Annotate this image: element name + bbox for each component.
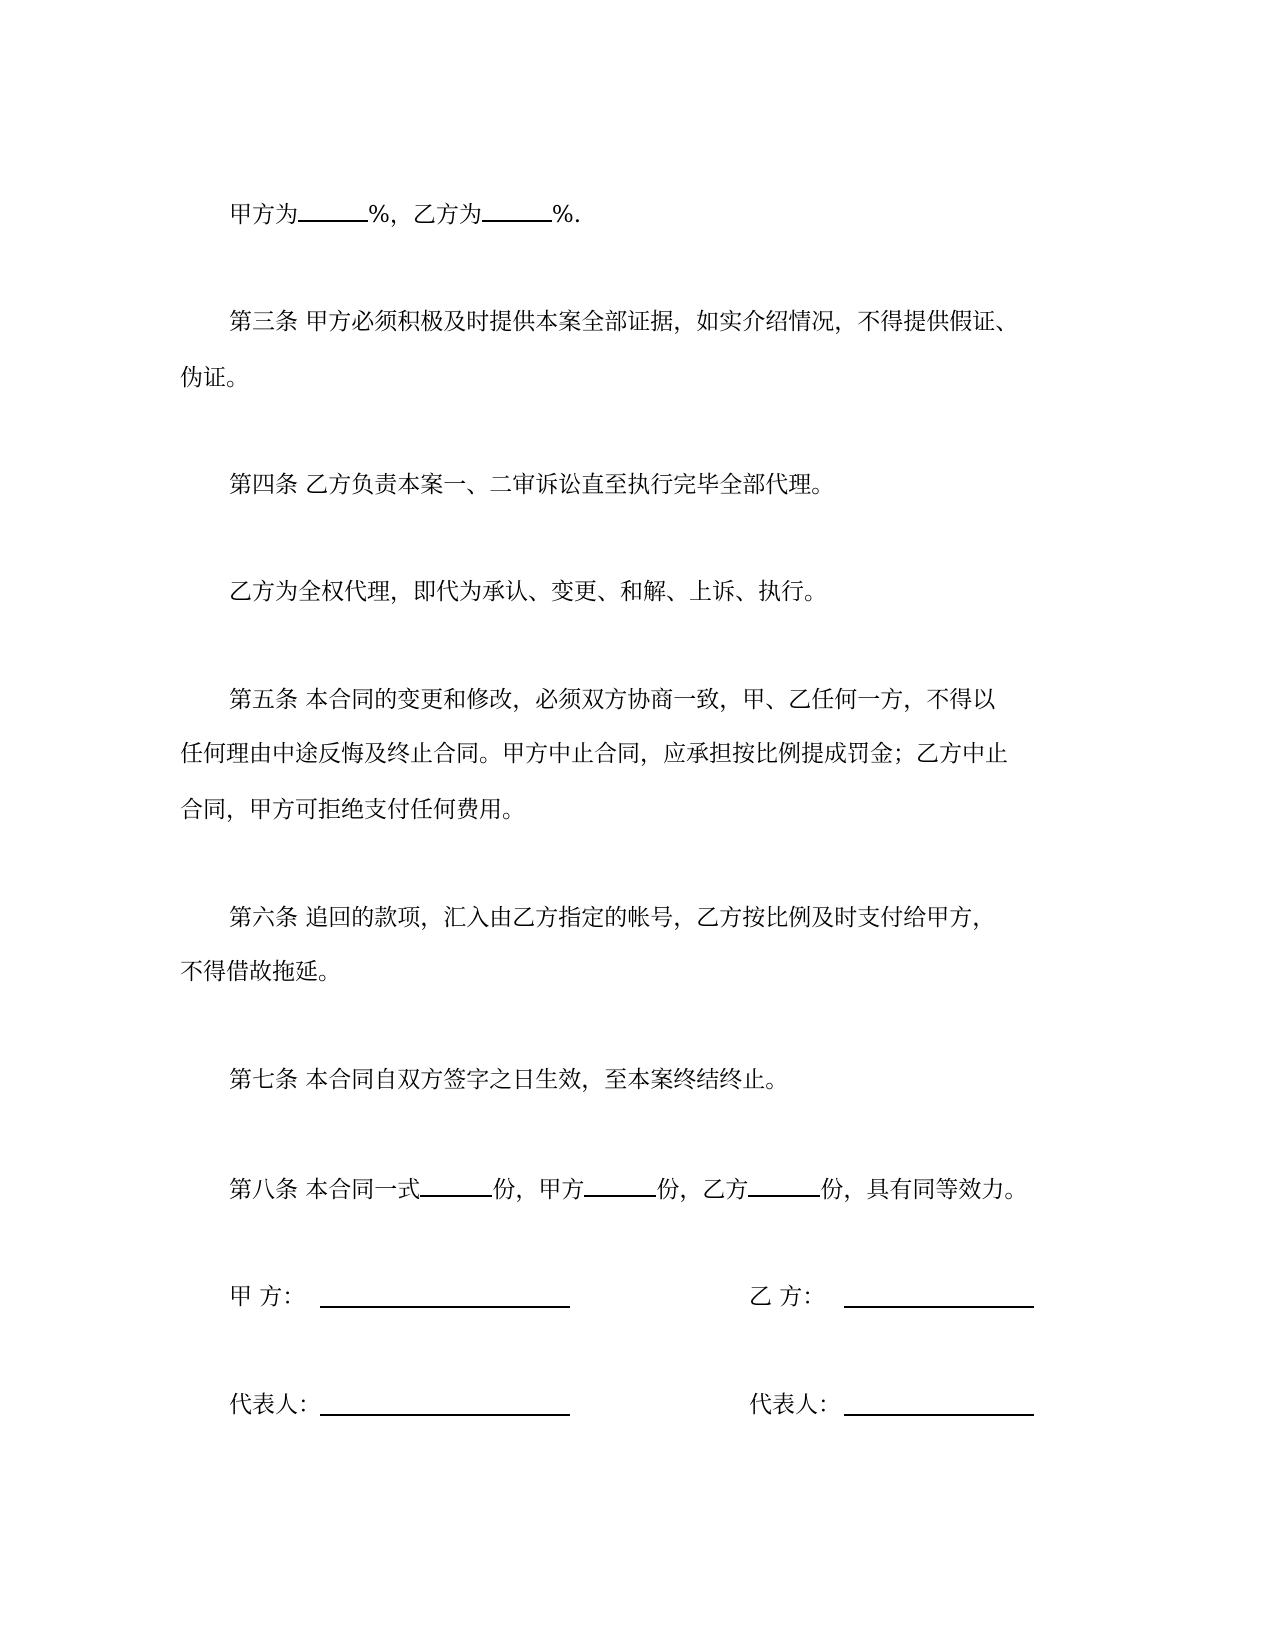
party-b-label: 乙 方： xyxy=(749,1284,826,1310)
party-a-label: 甲 方： xyxy=(229,1284,306,1310)
ratio-party-b-label: %，乙方为 xyxy=(368,202,482,228)
article-3-line-2: 伪证。 xyxy=(180,365,249,391)
party-a-signature-line xyxy=(320,1306,570,1308)
copies-party-a-blank xyxy=(584,1175,656,1197)
article-5-line-1: 第五条 本合同的变更和修改，必须双方协商一致，甲、乙任何一方，不得以 xyxy=(229,687,996,713)
article-8-part-3: 份，乙方 xyxy=(656,1177,749,1203)
article-4-line-1: 第四条 乙方负责本案一、二审诉讼直至执行完毕全部代理。 xyxy=(229,472,835,498)
rep-b-label: 代表人： xyxy=(749,1392,841,1418)
party-b-signature-line xyxy=(844,1306,1034,1308)
rep-a-label: 代表人： xyxy=(229,1392,321,1418)
article-6-line-1: 第六条 追回的款项，汇入由乙方指定的帐号，乙方按比例及时支付给甲方， xyxy=(229,905,996,931)
article-4-line-2: 乙方为全权代理，即代为承认、变更、和解、上诉、执行。 xyxy=(229,579,827,605)
article-3-line-1: 第三条 甲方必须积极及时提供本案全部证据，如实介绍情况，不得提供假证、 xyxy=(229,309,1019,335)
copies-party-b-blank xyxy=(748,1175,820,1197)
ratio-end: %. xyxy=(551,202,582,228)
article-8-part-4: 份，具有同等效力。 xyxy=(820,1177,1028,1203)
article-6-line-2: 不得借故拖延。 xyxy=(180,959,341,985)
rep-a-signature-line xyxy=(320,1414,570,1416)
rep-b-signature-line xyxy=(844,1414,1034,1416)
ratio-party-b-blank xyxy=(482,200,552,222)
article-5-line-2: 任何理由中途反悔及终止合同。甲方中止合同，应承担按比例提成罚金；乙方中止 xyxy=(180,741,1008,767)
copies-total-blank xyxy=(420,1175,492,1197)
article-8-part-1: 第八条 本合同一式 xyxy=(229,1177,421,1203)
ratio-party-a-label: 甲方为 xyxy=(229,202,298,228)
ratio-party-a-blank xyxy=(298,200,368,222)
article-8-part-2: 份，甲方 xyxy=(492,1177,585,1203)
article-7-line-1: 第七条 本合同自双方签字之日生效，至本案终结终止。 xyxy=(229,1067,789,1093)
article-5-line-3: 合同，甲方可拒绝支付任何费用。 xyxy=(180,797,525,823)
article-8-line xyxy=(229,1175,1027,1204)
ratio-line xyxy=(229,200,581,229)
